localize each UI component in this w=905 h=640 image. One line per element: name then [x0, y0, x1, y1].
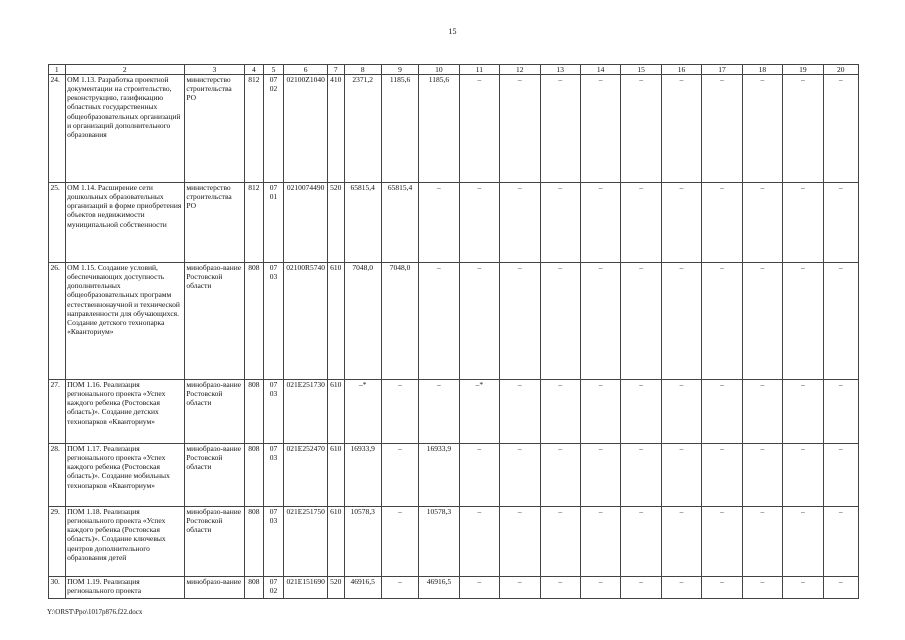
- amount-2024: –: [580, 263, 620, 380]
- amount-2027: –: [702, 444, 742, 507]
- executor: минобразо-вание Ростовской области: [184, 263, 244, 380]
- amount-2023: –: [540, 577, 580, 599]
- column-number: 17: [702, 65, 742, 75]
- amount-2025: –: [621, 380, 661, 444]
- column-number: 2: [65, 65, 184, 75]
- total-amount: 10578,3: [344, 507, 381, 577]
- amount-2025: –: [621, 263, 661, 380]
- row-number: 24.: [49, 75, 66, 183]
- column-number: 5: [263, 65, 284, 75]
- amount-2023: –: [540, 507, 580, 577]
- amount-2023: –: [540, 263, 580, 380]
- code-expense: 610: [327, 444, 344, 507]
- amount-2024: –: [580, 444, 620, 507]
- amount-2030: –: [823, 183, 858, 263]
- column-number: 4: [245, 65, 264, 75]
- code-target: 021E151690: [284, 577, 328, 599]
- executor: министерство строительства РО: [184, 75, 244, 183]
- amount-2027: –: [702, 507, 742, 577]
- amount-2026: –: [661, 380, 701, 444]
- row-number: 25.: [49, 183, 66, 263]
- column-number: 7: [327, 65, 344, 75]
- amount-2025: –: [621, 507, 661, 577]
- amount-2028: –: [742, 577, 782, 599]
- code-grbs: 812: [245, 183, 264, 263]
- amount-2026: –: [661, 507, 701, 577]
- code-grbs: 808: [245, 507, 264, 577]
- amount-2022: –: [500, 444, 540, 507]
- amount-2021: –: [459, 263, 499, 380]
- measure-name: ПОМ 1.16. Реализация регионального проекта «Успех каждого ребенка (Ростовская область)». Создание детских технопарков «Кванториум»: [65, 380, 184, 444]
- amount-2019: –: [381, 507, 418, 577]
- amount-2022: –: [500, 75, 540, 183]
- column-number: 15: [621, 65, 661, 75]
- column-number: 13: [540, 65, 580, 75]
- column-number-row: [49, 65, 859, 75]
- column-number: 18: [742, 65, 782, 75]
- amount-2025: –: [621, 444, 661, 507]
- code-section: 07 03: [263, 263, 284, 380]
- amount-2028: –: [742, 263, 782, 380]
- column-number: 10: [419, 65, 459, 75]
- code-target: 0210074490: [284, 183, 328, 263]
- code-section: 07 03: [263, 444, 284, 507]
- measure-name: ПОМ 1.18. Реализация регионального проекта «Успех каждого ребенка (Ростовская область)». Создание ключевых центров дополнительного образования детей: [65, 507, 184, 577]
- amount-2022: –: [500, 183, 540, 263]
- measure-name: ПОМ 1.19. Реализация регионального проекта: [65, 577, 184, 599]
- amount-2022: –: [500, 380, 540, 444]
- amount-2020: –: [419, 263, 459, 380]
- row-number: 29.: [49, 507, 66, 577]
- amount-2026: –: [661, 183, 701, 263]
- code-section: 07 02: [263, 577, 284, 599]
- amount-2024: –: [580, 380, 620, 444]
- row-number: 27.: [49, 380, 66, 444]
- amount-2026: –: [661, 75, 701, 183]
- amount-2021: –: [459, 75, 499, 183]
- amount-2021: –*: [459, 380, 499, 444]
- amount-2020: –: [419, 380, 459, 444]
- amount-2022: –: [500, 577, 540, 599]
- code-expense: 610: [327, 507, 344, 577]
- amount-2026: –: [661, 577, 701, 599]
- amount-2022: –: [500, 263, 540, 380]
- total-amount: 16933,9: [344, 444, 381, 507]
- table-row: [49, 444, 859, 507]
- amount-2024: –: [580, 507, 620, 577]
- code-grbs: 808: [245, 380, 264, 444]
- code-section: 07 03: [263, 380, 284, 444]
- code-grbs: 812: [245, 75, 264, 183]
- table-row: [49, 75, 859, 183]
- column-number: 11: [459, 65, 499, 75]
- executor: минобразо-вание Ростовской области: [184, 380, 244, 444]
- table-row: [49, 380, 859, 444]
- column-number: 9: [381, 65, 418, 75]
- amount-2026: –: [661, 444, 701, 507]
- measure-name: ОМ 1.15. Создание условий, обеспечивающих доступность дополнительных общеобразовательных программ естественнонаучной и технической направленности для обучающихся. Создание детского технопарка «Кванториум»: [65, 263, 184, 380]
- row-number: 30.: [49, 577, 66, 599]
- amount-2028: –: [742, 507, 782, 577]
- amount-2019: 65815,4: [381, 183, 418, 263]
- amount-2023: –: [540, 380, 580, 444]
- column-number: 14: [580, 65, 620, 75]
- amount-2023: –: [540, 183, 580, 263]
- column-number: 12: [500, 65, 540, 75]
- total-amount: 2371,2: [344, 75, 381, 183]
- code-expense: 520: [327, 183, 344, 263]
- file-path-footer: Y:\ORST\Ppo\1017p876.f22.docx: [47, 608, 143, 616]
- amount-2021: –: [459, 577, 499, 599]
- amount-2021: –: [459, 444, 499, 507]
- code-grbs: 808: [245, 444, 264, 507]
- amount-2030: –: [823, 444, 858, 507]
- code-target: 021E251730: [284, 380, 328, 444]
- amount-2019: –: [381, 577, 418, 599]
- page-number: 15: [448, 27, 457, 36]
- code-section: 07 03: [263, 507, 284, 577]
- amount-2019: 1185,6: [381, 75, 418, 183]
- amount-2029: –: [783, 263, 823, 380]
- row-number: 26.: [49, 263, 66, 380]
- code-grbs: 808: [245, 263, 264, 380]
- amount-2028: –: [742, 183, 782, 263]
- table-row: [49, 183, 859, 263]
- amount-2021: –: [459, 183, 499, 263]
- amount-2026: –: [661, 263, 701, 380]
- column-number: 3: [184, 65, 244, 75]
- table-row: [49, 507, 859, 577]
- amount-2030: –: [823, 577, 858, 599]
- amount-2023: –: [540, 75, 580, 183]
- amount-2030: –: [823, 380, 858, 444]
- total-amount: 65815,4: [344, 183, 381, 263]
- amount-2024: –: [580, 183, 620, 263]
- amount-2027: –: [702, 380, 742, 444]
- amount-2025: –: [621, 183, 661, 263]
- total-amount: –*: [344, 380, 381, 444]
- amount-2021: –: [459, 507, 499, 577]
- code-target: 02100Z1040: [284, 75, 328, 183]
- amount-2027: –: [702, 577, 742, 599]
- executor: минобразо-вание: [184, 577, 244, 599]
- column-number: 16: [661, 65, 701, 75]
- column-number: 19: [783, 65, 823, 75]
- amount-2029: –: [783, 577, 823, 599]
- amount-2020: 46916,5: [419, 577, 459, 599]
- code-target: 021E252470: [284, 444, 328, 507]
- amount-2025: –: [621, 75, 661, 183]
- executor: министерство строительства РО: [184, 183, 244, 263]
- table-row: [49, 577, 859, 599]
- amount-2028: –: [742, 444, 782, 507]
- measure-name: ОМ 1.13. Разработка проектной документации на строительство, реконструкцию, газификацию областных государственных общеобразовательных организаций и организаций дополнительного образования: [65, 75, 184, 183]
- amount-2029: –: [783, 183, 823, 263]
- measure-name: ОМ 1.14. Расширение сети дошкольных образовательных организаций в форме приобретения объектов недвижимости муниципальной собственности: [65, 183, 184, 263]
- code-expense: 610: [327, 380, 344, 444]
- code-section: 07 01: [263, 183, 284, 263]
- amount-2019: –: [381, 380, 418, 444]
- amount-2028: –: [742, 75, 782, 183]
- amount-2028: –: [742, 380, 782, 444]
- amount-2020: –: [419, 183, 459, 263]
- total-amount: 46916,5: [344, 577, 381, 599]
- amount-2030: –: [823, 75, 858, 183]
- code-grbs: 808: [245, 577, 264, 599]
- table-row: [49, 263, 859, 380]
- amount-2019: 7048,0: [381, 263, 418, 380]
- amount-2029: –: [783, 380, 823, 444]
- code-target: 02100R5740: [284, 263, 328, 380]
- executor: минобразо-вание Ростовской области: [184, 507, 244, 577]
- column-number: 20: [823, 65, 858, 75]
- total-amount: 7048,0: [344, 263, 381, 380]
- amount-2025: –: [621, 577, 661, 599]
- code-expense: 410: [327, 75, 344, 183]
- row-number: 28.: [49, 444, 66, 507]
- amount-2027: –: [702, 183, 742, 263]
- amount-2020: 1185,6: [419, 75, 459, 183]
- amount-2019: –: [381, 444, 418, 507]
- amount-2024: –: [580, 577, 620, 599]
- column-number: 1: [49, 65, 66, 75]
- amount-2020: 16933,9: [419, 444, 459, 507]
- column-number: 6: [284, 65, 328, 75]
- amount-2022: –: [500, 507, 540, 577]
- code-expense: 610: [327, 263, 344, 380]
- amount-2030: –: [823, 507, 858, 577]
- column-number: 8: [344, 65, 381, 75]
- executor: минобразо-вание Ростовской области: [184, 444, 244, 507]
- amount-2030: –: [823, 263, 858, 380]
- code-expense: 520: [327, 577, 344, 599]
- amount-2029: –: [783, 444, 823, 507]
- budget-table: [48, 64, 859, 599]
- amount-2029: –: [783, 507, 823, 577]
- code-section: 07 02: [263, 75, 284, 183]
- measure-name: ПОМ 1.17. Реализация регионального проекта «Успех каждого ребенка (Ростовская область)». Создание мобильных технопарков «Кванториум»: [65, 444, 184, 507]
- code-target: 021E251750: [284, 507, 328, 577]
- amount-2027: –: [702, 263, 742, 380]
- amount-2029: –: [783, 75, 823, 183]
- amount-2023: –: [540, 444, 580, 507]
- amount-2027: –: [702, 75, 742, 183]
- amount-2020: 10578,3: [419, 507, 459, 577]
- amount-2024: –: [580, 75, 620, 183]
